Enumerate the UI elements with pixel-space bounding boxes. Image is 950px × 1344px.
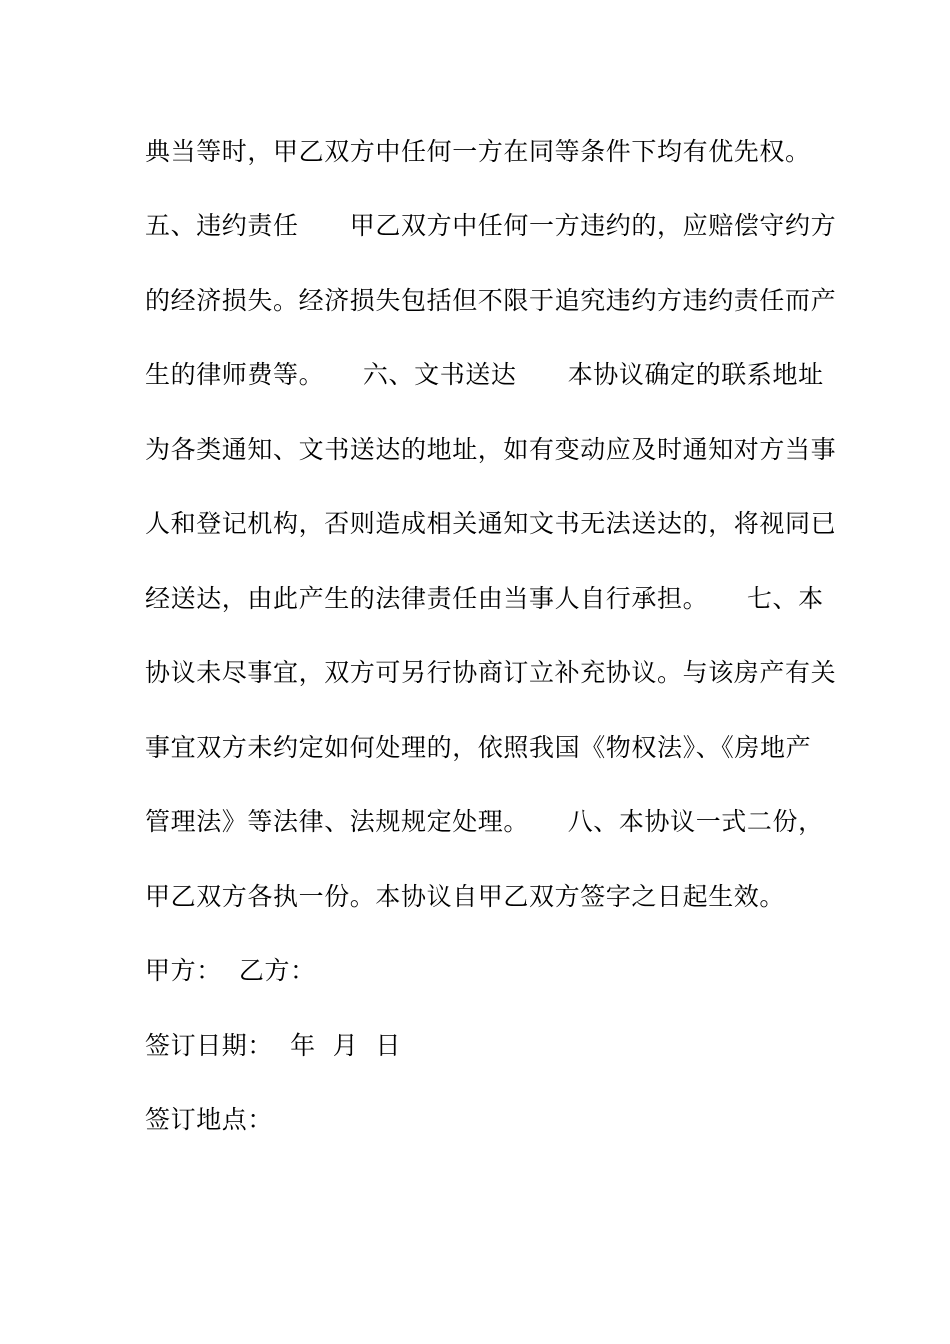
paragraph-line-9: 事宜双方未约定如何处理的，依照我国《物权法》、《房地产 xyxy=(145,733,812,762)
signature-date: 签订日期： 年 月 日 xyxy=(145,1031,402,1060)
paragraph-line-2: 五、违约责任 甲乙双方中任何一方违约的，应赔偿守约方 xyxy=(145,211,837,240)
paragraph-line-6: 人和登记机构，否则造成相关通知文书无法送达的，将视同已 xyxy=(145,509,837,538)
paragraph-line-4: 生的律师费等。 六、文书送达 本协议确定的联系地址 xyxy=(145,360,824,389)
signature-place: 签订地点： xyxy=(145,1105,274,1134)
paragraph-line-7: 经送达，由此产生的法律责任由当事人自行承担。 七、本 xyxy=(145,584,824,613)
signature-parties: 甲方： 乙方： xyxy=(145,956,316,985)
paragraph-line-5: 为各类通知、文书送达的地址，如有变动应及时通知对方当事 xyxy=(145,435,837,464)
paragraph-line-3: 的经济损失。经济损失包括但不限于追究违约方违约责任而产 xyxy=(145,286,837,315)
paragraph-line-1: 典当等时，甲乙双方中任何一方在同等条件下均有优先权。 xyxy=(145,137,811,166)
paragraph-line-10: 管理法》等法律、法规规定处理。 八、本协议一式二份， xyxy=(145,807,824,836)
paragraph-line-8: 协议未尽事宜，双方可另行协商订立补充协议。与该房产有关 xyxy=(145,658,837,687)
paragraph-line-11: 甲乙双方各执一份。本协议自甲乙双方签字之日起生效。 xyxy=(145,882,786,911)
